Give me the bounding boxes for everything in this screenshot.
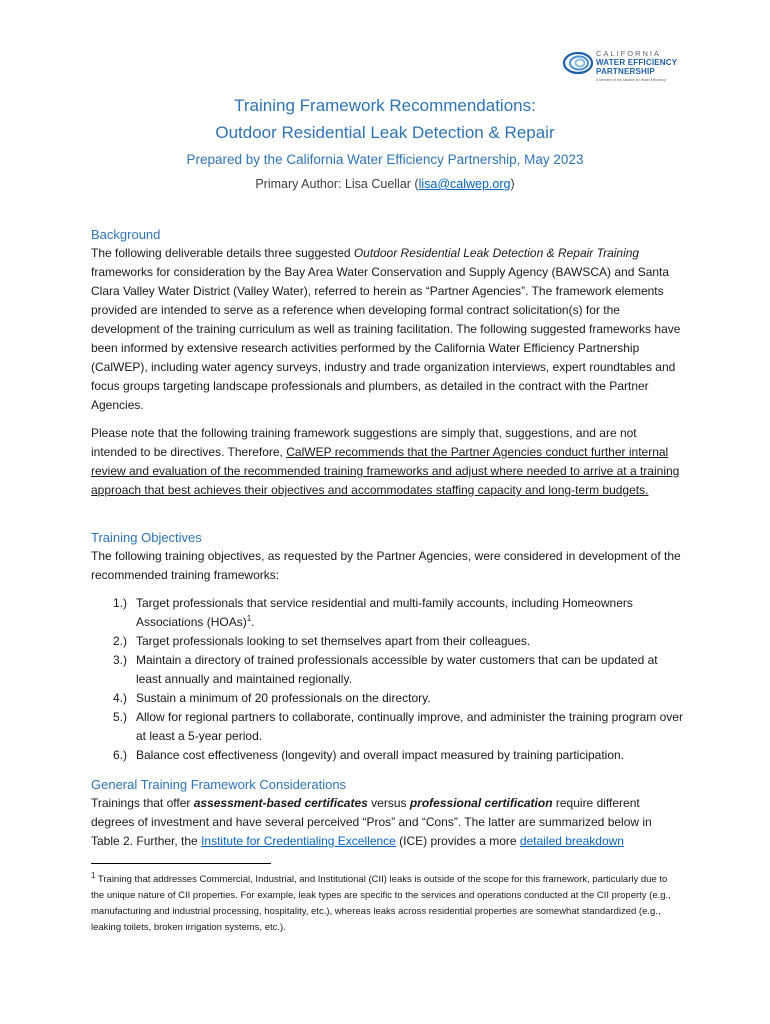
document-title-line-2: Outdoor Residential Leak Detection & Repair	[215, 123, 555, 142]
list-text: Maintain a directory of trained professionals accessible by water customers that can be updated at least annually and maintained regionally.	[136, 653, 658, 686]
considerations-heading: General Training Framework Considerations	[91, 777, 347, 792]
list-number: 1.)	[113, 596, 128, 610]
list-number: 3.)	[113, 653, 128, 667]
objectives-section	[91, 529, 683, 765]
list-text: Balance cost effectiveness (longevity) and overall impact measured by training participation.	[136, 748, 625, 762]
text-run: Please note that the following training framework suggestions are simply that, suggestions, and are not intended to be directives. Therefore,	[91, 426, 637, 459]
considerations-section	[91, 776, 683, 851]
considerations-paragraph	[91, 794, 683, 851]
list-number: 2.)	[113, 634, 128, 648]
logo-line-3: PARTNERSHIP	[596, 67, 655, 76]
document-title-line-1: Training Framework Recommendations:	[234, 96, 536, 115]
footnote-reference[interactable]: 1	[246, 614, 252, 623]
primary-author	[0, 177, 770, 191]
list-text: Sustain a minimum of 20 professionals on the directory.	[136, 691, 431, 705]
objectives-list	[91, 594, 683, 765]
logo-line-1: CALIFORNIA	[596, 49, 662, 58]
footnote	[91, 872, 683, 936]
list-text: Allow for regional partners to collaborate, continually improve, and administer the training program over at least a 5-year period.	[136, 710, 683, 743]
footnote-marker: 1	[91, 870, 96, 880]
detailed-breakdown-link[interactable]: detailed breakdown	[519, 834, 624, 848]
text-run: versus	[367, 796, 410, 810]
calwep-logo	[562, 46, 682, 86]
list-item	[91, 651, 683, 689]
bold-italic-term: professional certification	[409, 796, 553, 810]
list-item	[91, 632, 683, 651]
underlined-recommendation: CalWEP recommends that the Partner Agencies conduct further internal review and evaluation of the recommended training frameworks and adjust where needed to arrive at a training approach that best achieves their objectives and accommodates staffing capacity and long-term budgets.	[91, 445, 680, 497]
text-run: Trainings that offer	[91, 796, 194, 810]
water-swirl-icon	[562, 50, 594, 76]
list-item	[91, 708, 683, 746]
objectives-heading: Training Objectives	[91, 530, 202, 545]
list-number: 6.)	[113, 748, 128, 762]
text-run: require different degrees of investment and have several perceived “Pros” and “Cons”. The latter are summarized below in Table 2. Further, the	[91, 796, 652, 848]
author-suffix: )	[510, 177, 515, 191]
prepared-by: Prepared by the California Water Efficiency Partnership, May 2023	[186, 152, 584, 167]
list-item	[91, 594, 683, 632]
author-prefix: Primary Author: Lisa Cuellar (	[255, 177, 419, 191]
list-number: 5.)	[113, 710, 128, 724]
footnote-text: Training that addresses Commercial, Industrial, and Institutional (CII) leaks is outside of the scope for this framework, particularly due to the unique nature of CII properties. For example, leak types are specific to the services and operations conducted at the CII property (e.g., manufacturing and industrial processing, hospitality, etc.), whereas leaks across residential properties are somewhat standardized (e.g., leaking toilets, broken irrigation systems, etc.).	[91, 874, 671, 933]
bold-italic-term: assessment-based certificates	[193, 796, 368, 810]
footnote-divider	[91, 863, 271, 864]
logo-line-2: WATER EFFICIENCY	[596, 58, 678, 67]
background-section	[91, 226, 683, 500]
logo-tagline: A Member of the Alliance for Water Efficiency	[596, 78, 666, 82]
list-item	[91, 746, 683, 765]
background-heading: Background	[91, 227, 161, 242]
italic-text-run: Outdoor Residential Leak Detection & Repair Training	[353, 246, 640, 260]
text-run: frameworks for consideration by the Bay Area Water Conservation and Supply Agency (BAWSCA) and Santa Clara Valley Water District (Valley Water), referred to herein as “Partner Agencies”. The framework elements provided are intended to serve as a reference when developing formal contract solicitation(s) for the development of the training curriculum as well as training facilitation. The following suggested frameworks have been informed by extensive research activities performed by the California Water Efficiency Partnership (CalWEP), including water agency surveys, industry and trade organization interviews, expert roundtables and focus groups targeting landscape professionals and plumbers, as detailed in the contract with the Partner Agencies.	[91, 265, 681, 412]
author-email-link[interactable]: lisa@calwep.org	[418, 177, 511, 191]
list-text: Target professionals looking to set themselves apart from their colleagues.	[136, 634, 531, 648]
background-paragraph-2	[91, 424, 683, 500]
text-run: The following deliverable details three suggested	[91, 246, 354, 260]
text-run: (ICE) provides a more	[395, 834, 520, 848]
background-paragraph-1	[91, 244, 683, 415]
list-item	[91, 689, 683, 708]
list-text: Target professionals that service residential and multi-family accounts, including Homeowners Associations (HOAs)	[136, 596, 633, 629]
objectives-intro: The following training objectives, as requested by the Partner Agencies, were considered in development of the recommended training frameworks:	[91, 549, 681, 582]
list-number: 4.)	[113, 691, 128, 705]
ice-link[interactable]: Institute for Credentialing Excellence	[201, 834, 396, 848]
list-text-end: .	[251, 615, 255, 629]
